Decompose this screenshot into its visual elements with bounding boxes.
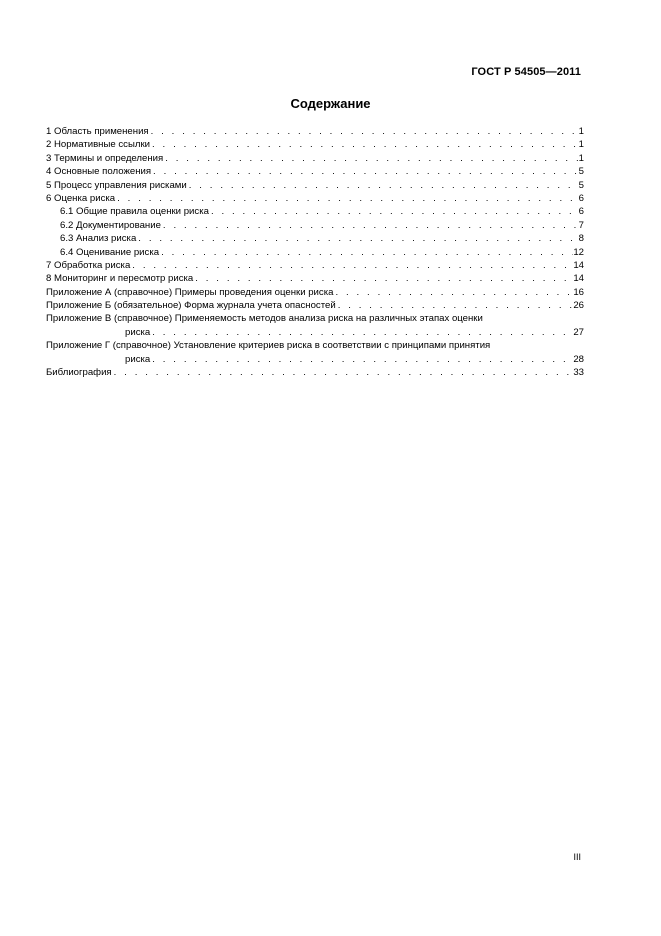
- dot-leader: [163, 152, 578, 165]
- toc-entry-bibliography[interactable]: [46, 366, 584, 379]
- toc-page-number: 6: [578, 206, 584, 218]
- toc-page-number: 33: [573, 367, 584, 379]
- dot-leader: [161, 219, 579, 232]
- dot-leader: [150, 353, 573, 366]
- toc-entry-label: 8 Мониторинг и пересмотр риска: [46, 273, 194, 285]
- toc-entry-6-2[interactable]: [46, 219, 584, 232]
- toc-entry-label: 6.1 Общие правила оценки риска: [60, 206, 209, 218]
- toc-entry-appendix-v-cont[interactable]: [46, 326, 584, 339]
- toc-page-number: 14: [573, 273, 584, 285]
- toc-title: Содержание: [290, 96, 371, 111]
- toc-entry-label: Приложение В (справочное) Применяемость методов анализа риска на различных этапах оценки: [46, 313, 483, 325]
- toc-entry-4[interactable]: [46, 165, 584, 178]
- dot-leader: [193, 272, 573, 285]
- toc-page-number: 1: [578, 126, 584, 137]
- dot-leader: [150, 326, 573, 339]
- toc-entry-5[interactable]: [46, 179, 584, 192]
- toc-page-number: 7: [578, 219, 584, 231]
- toc-entry-2[interactable]: [46, 138, 584, 151]
- toc-entry-label-continuation: риска: [125, 353, 151, 365]
- toc-page-number: 1: [578, 139, 584, 151]
- toc-page-number: 12: [573, 246, 584, 258]
- toc-entry-label: Приложение Г (справочное) Установление критериев риска в соответствии с принципами принятия: [46, 340, 491, 352]
- toc-entry-appendix-a[interactable]: [46, 286, 584, 299]
- table-of-contents: [46, 125, 584, 379]
- toc-page-number: 1: [578, 152, 584, 164]
- dot-leader: [209, 205, 579, 218]
- toc-entry-6[interactable]: [46, 192, 584, 205]
- dot-leader: [136, 232, 578, 245]
- toc-entry-label: 6.3 Анализ риска: [60, 233, 137, 245]
- toc-page-number: 14: [573, 259, 584, 271]
- toc-entry-label: 3 Термины и определения: [46, 152, 164, 164]
- toc-page-number: 5: [578, 179, 584, 191]
- dot-leader: [333, 286, 573, 299]
- toc-page-number: 6: [578, 192, 584, 204]
- toc-entry-appendix-b[interactable]: [46, 299, 584, 312]
- toc-entry-8[interactable]: [46, 272, 584, 285]
- toc-page-number: 5: [578, 166, 584, 178]
- dot-leader: [150, 138, 579, 151]
- dot-leader: [159, 246, 573, 259]
- document-code: ГОСТ Р 54505—2011: [471, 66, 581, 78]
- toc-entry-label: Библиография: [46, 367, 112, 379]
- dot-leader: [187, 179, 579, 192]
- toc-entry-label: 7 Обработка риска: [46, 259, 131, 271]
- toc-entry-label: 6.2 Документирование: [60, 219, 161, 231]
- toc-page-number: 8: [578, 233, 584, 245]
- toc-page-number: 16: [573, 286, 584, 298]
- toc-entry-appendix-g-cont[interactable]: [46, 353, 584, 366]
- toc-entry-7[interactable]: [46, 259, 584, 272]
- toc-entry-6-4[interactable]: [46, 246, 584, 259]
- toc-entry-appendix-v[interactable]: [46, 312, 584, 325]
- dot-leader: [149, 125, 579, 138]
- toc-entry-6-1[interactable]: [46, 205, 584, 218]
- dot-leader: [130, 259, 573, 272]
- toc-entry-label: 6 Оценка риска: [46, 192, 116, 204]
- toc-entry-label: 2 Нормативные ссылки: [46, 139, 151, 151]
- dot-leader: [151, 165, 579, 178]
- toc-entry-label: Приложение Б (обязательное) Форма журнала учета опасностей: [46, 300, 336, 312]
- dot-leader: [115, 192, 579, 205]
- toc-entry-label: Приложение А (справочное) Примеры проведения оценки риска: [46, 286, 334, 298]
- toc-page-number: 27: [573, 326, 584, 338]
- dot-leader: [336, 299, 574, 312]
- toc-entry-1[interactable]: [46, 125, 584, 138]
- toc-entry-appendix-g[interactable]: [46, 339, 584, 352]
- toc-entry-label: 1 Область применения: [46, 126, 149, 137]
- toc-page-number: 28: [573, 353, 584, 365]
- toc-entry-3[interactable]: [46, 152, 584, 165]
- toc-entry-label: 4 Основные положения: [46, 166, 152, 178]
- dot-leader: [112, 366, 574, 379]
- toc-entry-label: 5 Процесс управления рисками: [46, 179, 187, 191]
- toc-entry-label-continuation: риска: [125, 326, 151, 338]
- toc-entry-label: 6.4 Оценивание риска: [60, 246, 160, 258]
- toc-entry-6-3[interactable]: [46, 232, 584, 245]
- toc-page-number: 26: [573, 300, 584, 312]
- page-number: III: [573, 852, 581, 862]
